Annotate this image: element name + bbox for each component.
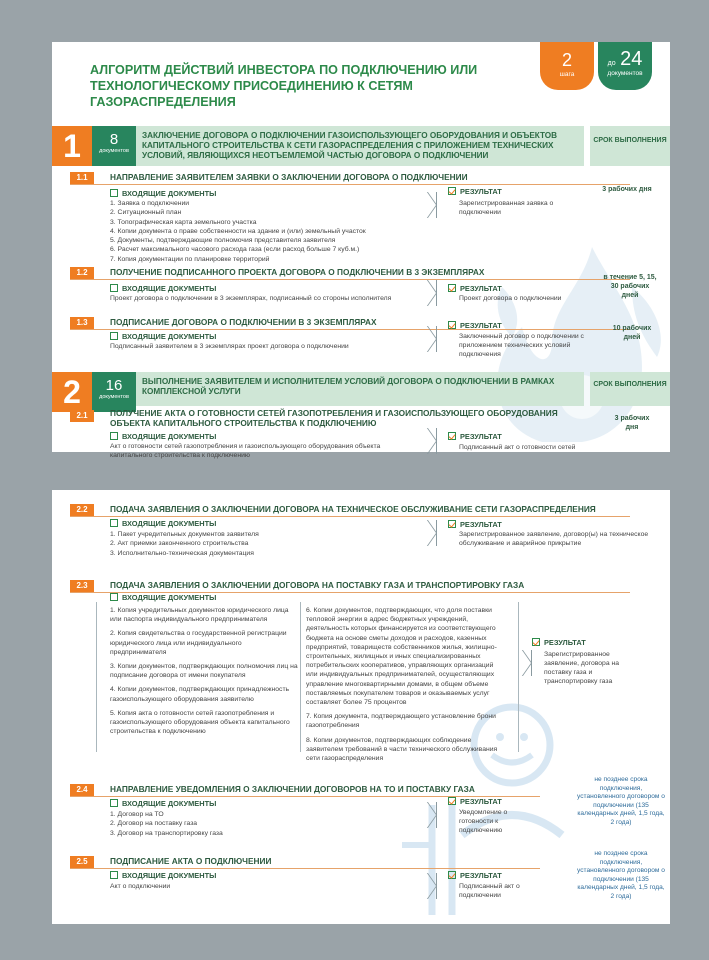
arrow-icon xyxy=(427,280,437,306)
stage-two-header xyxy=(52,372,670,410)
step-title: ПОДПИСАНИЕ ДОГОВОРА О ПОДКЛЮЧЕНИИ В 3 ЭКЗЕМПЛЯРАХ xyxy=(110,317,377,327)
result-heading: РЕЗУЛЬТАТ xyxy=(448,432,502,441)
step-tag: 1.3 xyxy=(70,317,94,329)
incoming-docs-heading: ВХОДЯЩИЕ ДОКУМЕНТЫ xyxy=(110,799,216,808)
steps-label: шага xyxy=(559,71,575,78)
step-2-4-docs xyxy=(110,810,410,838)
result-text: Проект договора о подключении xyxy=(459,295,562,302)
result-text: Зарегистрированное заявление, договора на поставку газа и транспортировку газа xyxy=(544,651,620,685)
stage-title: ВЫПОЛНЕНИЕ ЗАЯВИТЕЛЕМ И ИСПОЛНИТЕЛЕМ УСЛОВИЙ ДОГОВОРА О ПОДКЛЮЧЕНИИ В РАМКАХ КОМПЛЕКСНОЙ УСЛУГИ xyxy=(136,372,584,406)
checkmark-icon xyxy=(448,432,456,440)
divider xyxy=(70,868,540,869)
divider xyxy=(70,516,630,517)
list-item: 2. Ситуационный план xyxy=(110,209,182,217)
list-item: 7. Копия документа, подтверждающего установление брони газопотребления xyxy=(306,713,496,730)
arrow-icon xyxy=(427,802,437,828)
stage-doc-count-label: документов xyxy=(99,394,129,400)
term-value: 3 рабочих дня xyxy=(602,186,652,193)
list-item: 3. Топографическая карта земельного участка xyxy=(110,218,257,226)
documents-icon xyxy=(110,332,118,340)
list-item: 7. Копия документации по планировке территорий xyxy=(110,255,270,263)
step-tag: 2.3 xyxy=(70,580,94,592)
incoming-docs-heading: ВХОДЯЩИЕ ДОКУМЕНТЫ xyxy=(110,519,216,528)
result-heading: РЕЗУЛЬТАТ xyxy=(448,797,502,806)
result-text: Заключенный договор о подключении с приложением технических условий подключения xyxy=(459,333,584,358)
step-tag: 2.4 xyxy=(70,784,94,796)
incoming-docs-heading: ВХОДЯЩИЕ ДОКУМЕНТЫ xyxy=(110,432,216,441)
divider xyxy=(70,279,630,280)
result-heading: РЕЗУЛЬТАТ xyxy=(532,638,586,647)
divider xyxy=(70,184,630,185)
arrow-icon xyxy=(427,326,437,352)
docs-label: документов xyxy=(607,70,643,77)
checkmark-icon xyxy=(448,871,456,879)
term-value: не позднее срока подключения, установленного договором о подключении (135 календарных дней, 1,5 года, 2 года) xyxy=(577,776,665,826)
result-text: Подписанный акт о подключении xyxy=(459,883,520,899)
checkmark-icon xyxy=(448,321,456,329)
result-heading: РЕЗУЛЬТАТ xyxy=(448,520,502,529)
step-title: ПОДАЧА ЗАЯВЛЕНИЯ О ЗАКЛЮЧЕНИИ ДОГОВОРА НА ПОСТАВКУ ГАЗА И ТРАНСПОРТИРОВКУ ГАЗА xyxy=(110,580,525,590)
documents-icon xyxy=(110,284,118,292)
step-1-2-docs: Проект договора о подключении в 3 экземплярах, подписанный со стороны исполнителя xyxy=(110,295,392,302)
list-item: 8. Копии документов, подтверждающих соблюдение заявителем требований в части технического обслуживания сети газораспределения xyxy=(306,736,498,763)
stage-doc-count-value: 8 xyxy=(109,131,119,148)
stage-number: 2 xyxy=(52,372,92,412)
list-item: 2. Договор на поставку газа xyxy=(110,820,198,828)
step-title: ПОДАЧА ЗАЯВЛЕНИЯ О ЗАКЛЮЧЕНИИ ДОГОВОРА НА ТЕХНИЧЕСКОЕ ОБСЛУЖИВАНИЕ СЕТИ ГАЗОРАСПРЕДЕЛЕНИЯ xyxy=(110,504,596,514)
list-item: 3. Исполнительно-техническая документация xyxy=(110,549,254,557)
step-tag: 2.5 xyxy=(70,856,94,868)
arrow-icon xyxy=(427,428,437,454)
divider-line xyxy=(300,602,301,752)
arrow-icon xyxy=(427,192,437,218)
term-header: СРОК ВЫПОЛНЕНИЯ xyxy=(590,372,670,406)
incoming-docs-heading: ВХОДЯЩИЕ ДОКУМЕНТЫ xyxy=(110,871,216,880)
list-item: 1. Заявка о подключении xyxy=(110,200,190,207)
page-title: АЛГОРИТМ ДЕЙСТВИЙ ИНВЕСТОРА ПО ПОДКЛЮЧЕНИЮ ИЛИ ТЕХНОЛОГИЧЕСКОМУ ПРИСОЕДИНЕНИЮ К СЕТЯМ ГАЗОРАСПРЕДЕЛЕНИЯ xyxy=(90,63,478,109)
step-tag: 1.1 xyxy=(70,172,94,184)
list-item: 6. Расчет максимального часового расхода газа (если расход больше 7 куб.м.) xyxy=(110,246,360,254)
documents-badge xyxy=(598,42,652,90)
term-value: 10 рабочих дней xyxy=(612,325,652,341)
incoming-docs-heading: ВХОДЯЩИЕ ДОКУМЕНТЫ xyxy=(110,284,216,293)
step-2-3-docs-left xyxy=(110,606,298,741)
step-2-3-docs-right xyxy=(306,606,506,768)
result-text: Подписанный акт о готовности сетей xyxy=(459,444,576,451)
step-title: ПОДПИСАНИЕ АКТА О ПОДКЛЮЧЕНИИ xyxy=(110,856,272,866)
checkmark-icon xyxy=(448,284,456,292)
stage-doc-count xyxy=(92,372,136,412)
step-title: ПОЛУЧЕНИЕ АКТА О ГОТОВНОСТИ СЕТЕЙ ГАЗОПОТРЕБЛЕНИЯ И ГАЗОИСПОЛЬЗУЮЩЕГО ОБОРУДОВАНИЯ ОБЪЕКТА КАПИТАЛЬНОГО СТРОИТЕЛЬСТВА К ПОДКЛЮЧЕНИЮ xyxy=(110,408,558,428)
documents-icon xyxy=(110,432,118,440)
term-value: не позднее срока подключения, установленного договором о подключении (135 календарных дней, 1,5 года, 2 года) xyxy=(577,850,665,900)
documents-icon xyxy=(110,799,118,807)
checkmark-icon xyxy=(448,187,456,195)
step-2-1-docs: Акт о готовности сетей газопотребления и газоиспользующего оборудования объекта капитального строительства к подключению xyxy=(110,443,381,460)
list-item: 3. Копии документов, подтверждающих полномочия лиц на подписание договора от имени покупателя xyxy=(110,663,298,680)
arrow-icon xyxy=(427,520,437,546)
list-item: 4. Копии документов, подтверждающих принадлежность газоиспользующего оборудования заявителю xyxy=(110,686,290,703)
list-item: 1. Пакет учредительных документов заявителя xyxy=(110,531,259,538)
stage-doc-count-value: 16 xyxy=(105,377,123,394)
list-item: 3. Договор на транспортировку газа xyxy=(110,829,223,837)
step-1-3-docs: Подписанный заявителем в 3 экземплярах проект договора о подключении xyxy=(110,343,349,350)
step-tag: 2.2 xyxy=(70,504,94,516)
step-tag: 1.2 xyxy=(70,267,94,279)
list-item: 4. Копии документа о праве собственности на здание и (или) земельный участок xyxy=(110,227,366,235)
stage-number: 1 xyxy=(52,126,92,166)
list-item: 1. Копия учредительных документов юридического лица или паспорта индивидуального предпринимателя xyxy=(110,607,289,624)
step-2-2-docs xyxy=(110,530,410,558)
list-item: 1. Договор на ТО xyxy=(110,811,164,818)
list-item: 5. Копия акта о готовности сетей газопотребления и газоиспользующего оборудования объекта капитального строительства к подключению xyxy=(110,709,290,736)
incoming-docs-heading: ВХОДЯЩИЕ ДОКУМЕНТЫ xyxy=(110,332,216,341)
result-heading: РЕЗУЛЬТАТ xyxy=(448,871,502,880)
arrow-icon xyxy=(522,650,532,676)
divider-line xyxy=(96,602,97,752)
term-value: 3 рабочих дня xyxy=(614,415,650,431)
list-item: 2. Копия свидетельства о государственной регистрации юридического лица или индивидуального предпринимателя xyxy=(110,630,287,656)
documents-icon xyxy=(110,871,118,879)
page-two xyxy=(52,490,670,924)
result-text: Уведомление о готовности к подключению xyxy=(459,809,508,834)
result-text: Зарегистрированная заявка о подключении xyxy=(459,200,554,216)
stage-title: ЗАКЛЮЧЕНИЕ ДОГОВОРА О ПОДКЛЮЧЕНИИ ГАЗОИСПОЛЬЗУЮЩЕГО ОБОРУДОВАНИЯ И ОБЪЕКТОВ КАПИТАЛЬНОГО СТРОИТЕЛЬСТВА К СЕТИ ГАЗОРАСПРЕДЕЛЕНИЯ С ПРИЛОЖЕНИЕМ ТЕХНИЧЕСКИХ УСЛОВИЙ, ЯВЛЯЮЩИХСЯ НЕОТЪЕМЛЕМОЙ ЧАСТЬЮ ДОГОВОРА О ПОДКЛЮЧЕНИИ xyxy=(136,126,584,166)
docs-prefix: до xyxy=(607,60,616,67)
list-item: 6. Копии документов, подтверждающих, что доля поставки тепловой энергии в адрес бюджетных учреждений, деятельность которых финансируется из соответствующего бюджета на основе сметы доходов и расходов, казенных предприятий, товариществ собственников жилья, жилищно-строительных, жилищных и иных специализированных потребительских кооперативов, управляющих организаций или индивидуальных предпринимателей, осуществляющих управление многоквартирными домами, в общем объеме поставляемых покупателем товаров и оказываемых услуг составляет более 75 процентов xyxy=(306,607,497,707)
list-item: 5. Документы, подтверждающие полномочия представителя заявителя xyxy=(110,237,336,245)
incoming-docs-heading: ВХОДЯЩИЕ ДОКУМЕНТЫ xyxy=(110,189,216,198)
incoming-docs-heading: ВХОДЯЩИЕ ДОКУМЕНТЫ xyxy=(110,593,216,602)
step-2-5-docs: Акт о подключении xyxy=(110,883,171,890)
stage-one-header xyxy=(52,126,670,166)
step-title: ПОЛУЧЕНИЕ ПОДПИСАННОГО ПРОЕКТА ДОГОВОРА О ПОДКЛЮЧЕНИИ В 3 ЭКЗЕМПЛЯРАХ xyxy=(110,267,485,277)
documents-icon xyxy=(110,593,118,601)
checkmark-icon xyxy=(532,638,540,646)
page-one xyxy=(52,42,670,460)
docs-number: 24 xyxy=(620,48,643,70)
steps-number: 2 xyxy=(561,50,572,70)
step-1-1-docs xyxy=(110,199,430,264)
divider xyxy=(70,329,630,330)
result-heading: РЕЗУЛЬТАТ xyxy=(448,187,502,196)
divider-line xyxy=(518,602,519,752)
arrow-icon xyxy=(427,873,437,899)
step-title: НАПРАВЛЕНИЕ ЗАЯВИТЕЛЕМ ЗАЯВКИ О ЗАКЛЮЧЕНИИ ДОГОВОРА О ПОДКЛЮЧЕНИИ xyxy=(110,172,468,182)
result-text: Зарегистрированное заявление, договор(ы) на техническое обслуживание и аварийное прикрытие xyxy=(459,531,649,547)
result-heading: РЕЗУЛЬТАТ xyxy=(448,284,502,293)
list-item: 2. Акт приемки законченного строительства xyxy=(110,540,249,548)
term-value: в течение 5, 15, 30 рабочих дней xyxy=(603,274,657,299)
step-tag: 2.1 xyxy=(70,410,94,422)
steps-badge xyxy=(540,42,594,90)
stage-doc-count xyxy=(92,126,136,166)
stage-doc-count-label: документов xyxy=(99,148,129,154)
result-heading: РЕЗУЛЬТАТ xyxy=(448,321,502,330)
documents-icon xyxy=(110,189,118,197)
checkmark-icon xyxy=(448,520,456,528)
step-title: НАПРАВЛЕНИЕ УВЕДОМЛЕНИЯ О ЗАКЛЮЧЕНИИ ДОГОВОРОВ НА ТО И ПОСТАВКУ ГАЗА xyxy=(110,784,475,794)
term-header: СРОК ВЫПОЛНЕНИЯ xyxy=(590,126,670,166)
checkmark-icon xyxy=(448,797,456,805)
documents-icon xyxy=(110,519,118,527)
